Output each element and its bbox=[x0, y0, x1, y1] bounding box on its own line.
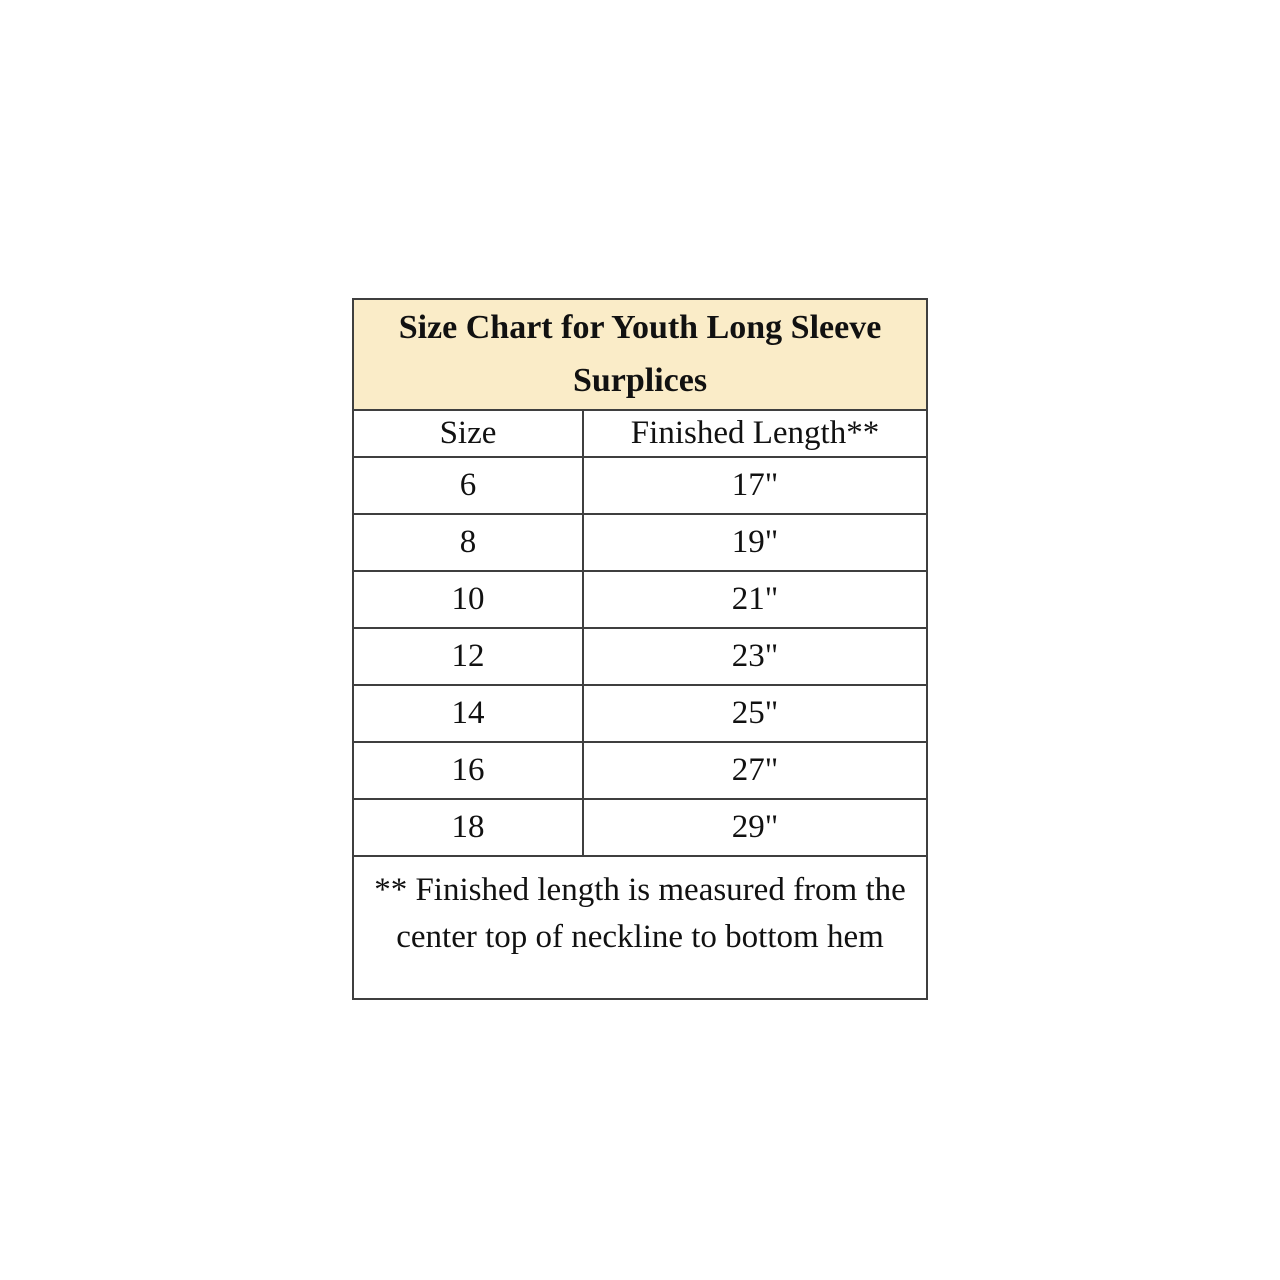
footnote-row bbox=[353, 856, 927, 998]
size-chart-title bbox=[353, 299, 927, 410]
title-line-1: Size Chart for Youth Long Sleeve bbox=[398, 309, 882, 346]
table-row bbox=[353, 799, 927, 856]
table-row bbox=[353, 685, 927, 742]
title-line-2: Surplices bbox=[572, 361, 708, 399]
table-row bbox=[353, 571, 927, 628]
size-chart-table bbox=[352, 298, 928, 1000]
size-cell: 18 bbox=[353, 799, 583, 856]
length-cell: 17" bbox=[583, 457, 927, 514]
footnote-line-1: ** Finished length is measured from the bbox=[374, 872, 906, 909]
length-cell: 21" bbox=[583, 571, 927, 628]
size-cell: 10 bbox=[353, 571, 583, 628]
length-cell: 27" bbox=[583, 742, 927, 799]
table-row bbox=[353, 457, 927, 514]
size-cell: 16 bbox=[353, 742, 583, 799]
table-row bbox=[353, 514, 927, 571]
column-header-length: Finished Length** bbox=[583, 410, 927, 457]
size-cell: 14 bbox=[353, 685, 583, 742]
length-cell: 23" bbox=[583, 628, 927, 685]
length-cell: 25" bbox=[583, 685, 927, 742]
length-cell: 19" bbox=[583, 514, 927, 571]
column-header-row bbox=[353, 410, 927, 457]
table-row bbox=[353, 628, 927, 685]
footnote-line-2: center top of neckline to bottom hem bbox=[396, 918, 884, 955]
length-cell: 29" bbox=[583, 799, 927, 856]
size-cell: 8 bbox=[353, 514, 583, 571]
column-header-size: Size bbox=[353, 410, 583, 457]
table-row bbox=[353, 742, 927, 799]
size-cell: 12 bbox=[353, 628, 583, 685]
footnote bbox=[353, 856, 927, 998]
size-cell: 6 bbox=[353, 457, 583, 514]
title-row bbox=[353, 299, 927, 410]
